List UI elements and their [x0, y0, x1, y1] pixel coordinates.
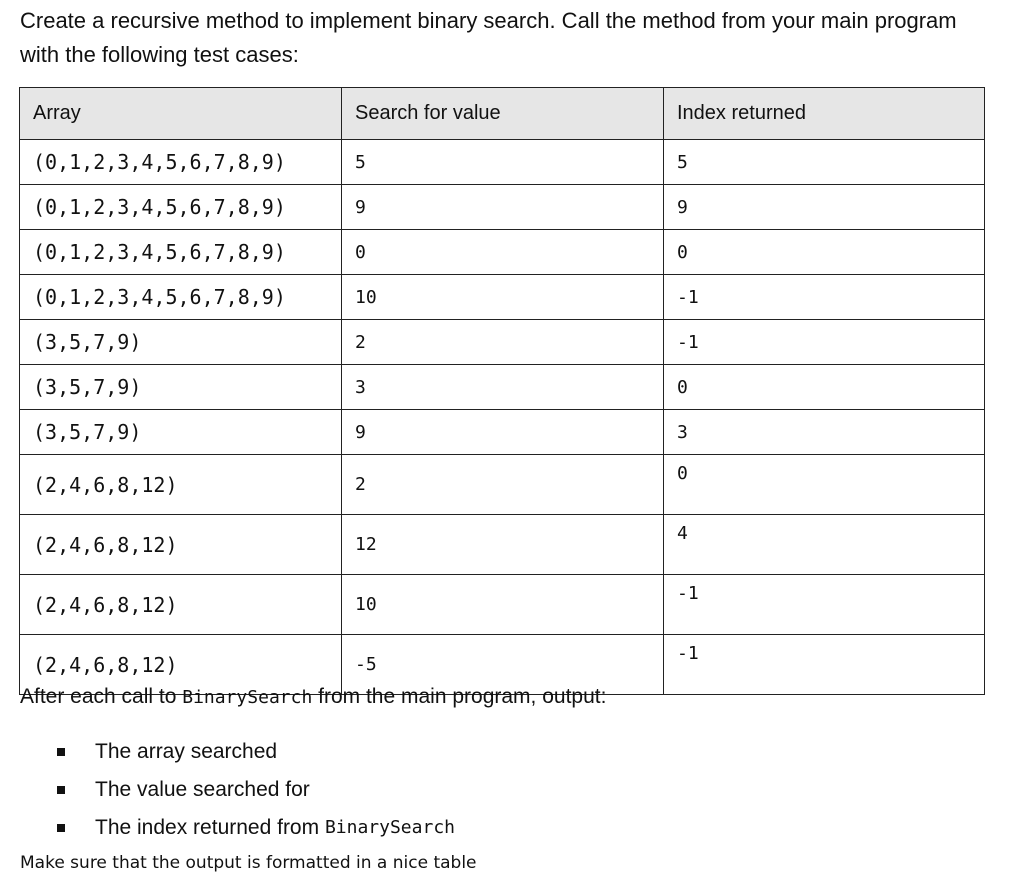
list-item-text: The index returned from [95, 816, 325, 839]
index-returned-cell: 9 [664, 185, 985, 230]
output-instructions-prefix: After each call to [20, 685, 183, 708]
search-value-cell: 0 [342, 230, 664, 275]
assignment-instructions: Create a recursive method to implement binary search. Call the method from your main program with the following test cases: [20, 8, 957, 67]
table-row [20, 455, 985, 515]
list-item-text: The array searched [95, 740, 278, 763]
list-item-text: The value searched for [95, 778, 310, 801]
table-row [20, 575, 985, 635]
table-row [20, 230, 985, 275]
array-cell: (0,1,2,3,4,5,6,7,8,9) [20, 230, 342, 275]
table-row [20, 320, 985, 365]
array-cell: (2,4,6,8,12) [20, 635, 342, 695]
index-returned-cell: 3 [664, 410, 985, 455]
square-bullet-icon [57, 786, 65, 794]
table-row [20, 410, 985, 455]
array-cell: (0,1,2,3,4,5,6,7,8,9) [20, 140, 342, 185]
index-returned-cell: 5 [664, 140, 985, 185]
list-item [57, 809, 455, 847]
header-index-returned: Index returned [664, 88, 985, 140]
test-cases-table [19, 87, 985, 695]
array-cell: (3,5,7,9) [20, 320, 342, 365]
index-returned-cell: -1 [664, 320, 985, 365]
method-name-code: BinarySearch [182, 687, 313, 708]
square-bullet-icon [57, 748, 65, 756]
index-returned-cell: 0 [664, 230, 985, 275]
search-value-cell: 3 [342, 365, 664, 410]
table-header-row [20, 88, 985, 140]
search-value-cell: 2 [342, 320, 664, 365]
search-value-cell: 10 [342, 275, 664, 320]
index-returned-cell: -1 [664, 575, 985, 635]
array-cell: (0,1,2,3,4,5,6,7,8,9) [20, 275, 342, 320]
index-returned-cell: 0 [664, 365, 985, 410]
array-cell: (3,5,7,9) [20, 410, 342, 455]
search-value-cell: 12 [342, 515, 664, 575]
header-search-value: Search for value [342, 88, 664, 140]
formatting-note: Make sure that the output is formatted in a nice table [20, 853, 477, 873]
search-value-cell: 5 [342, 140, 664, 185]
table-row [20, 140, 985, 185]
array-cell: (3,5,7,9) [20, 365, 342, 410]
table-row [20, 365, 985, 410]
square-bullet-icon [57, 824, 65, 832]
table-row [20, 515, 985, 575]
search-value-cell: 9 [342, 410, 664, 455]
index-returned-cell: 4 [664, 515, 985, 575]
table-row [20, 185, 985, 230]
index-returned-cell: 0 [664, 455, 985, 515]
list-item [57, 771, 455, 809]
array-cell: (2,4,6,8,12) [20, 455, 342, 515]
array-cell: (2,4,6,8,12) [20, 515, 342, 575]
output-instructions [20, 682, 606, 713]
header-array: Array [20, 88, 342, 140]
list-item [57, 733, 455, 771]
method-name-code: BinarySearch [324, 817, 455, 838]
output-requirements-list [57, 733, 455, 847]
search-value-cell: 9 [342, 185, 664, 230]
table-row [20, 275, 985, 320]
search-value-cell: -5 [342, 635, 664, 695]
array-cell: (0,1,2,3,4,5,6,7,8,9) [20, 185, 342, 230]
search-value-cell: 2 [342, 455, 664, 515]
search-value-cell: 10 [342, 575, 664, 635]
output-instructions-suffix: from the main program, output: [312, 685, 607, 708]
index-returned-cell: -1 [664, 635, 985, 695]
index-returned-cell: -1 [664, 275, 985, 320]
array-cell: (2,4,6,8,12) [20, 575, 342, 635]
